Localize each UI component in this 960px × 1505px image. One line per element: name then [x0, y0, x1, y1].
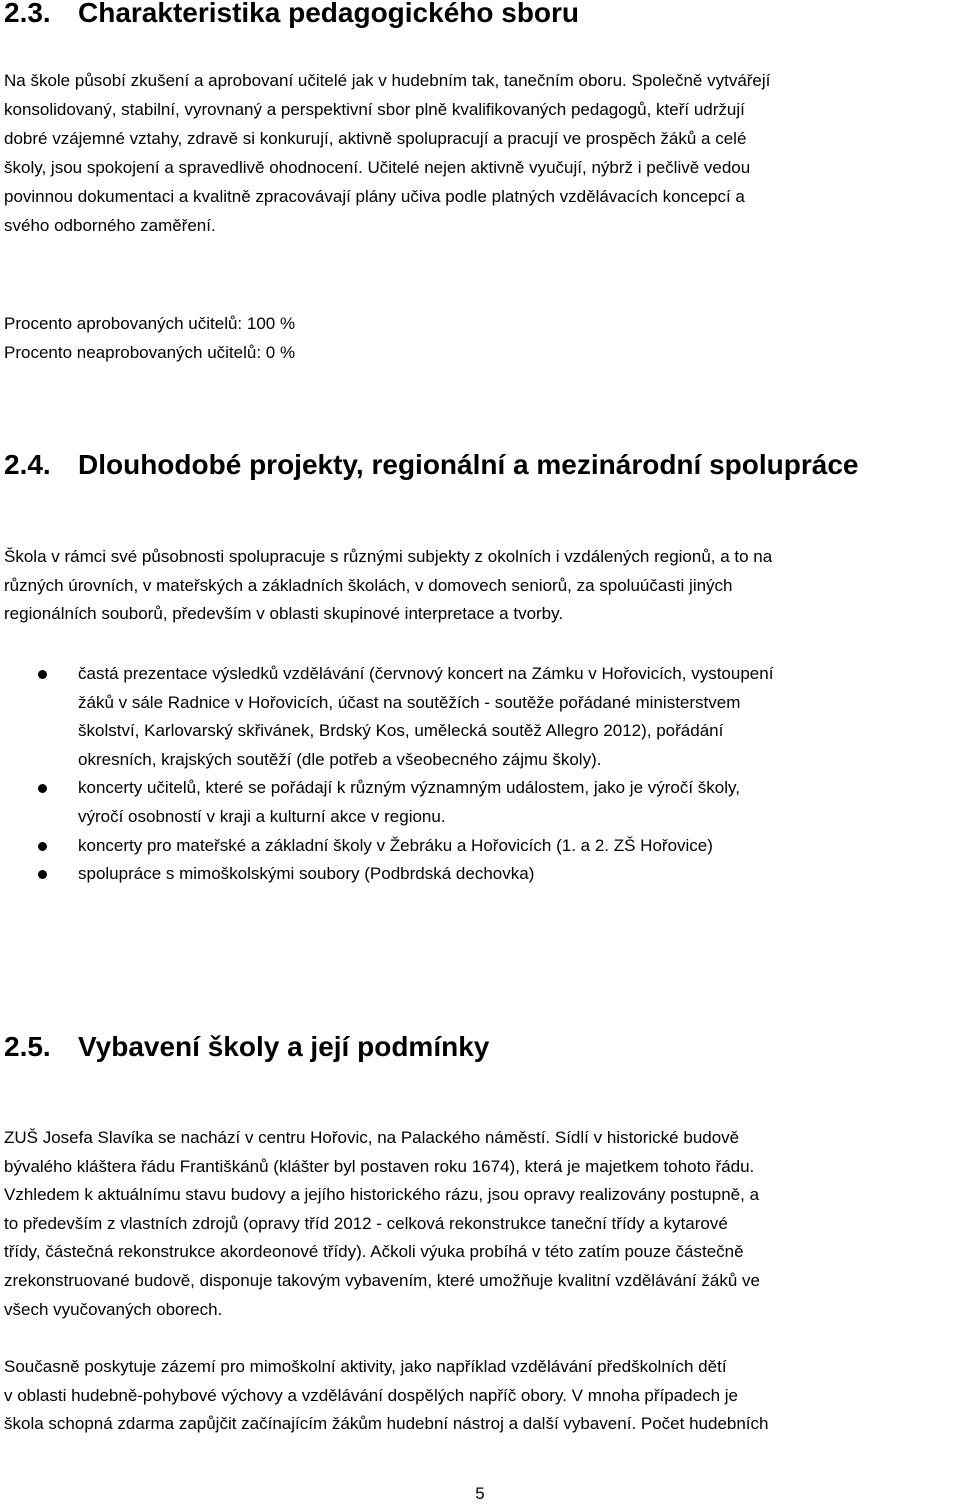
paragraph-line: povinnou dokumentaci a kvalitně zpracovávají plány učiva podle platných vzdělávacích koncepcí a	[4, 187, 745, 206]
unapproved-teachers-stat: Procento neaprobovaných učitelů: 0 %	[4, 343, 296, 362]
list-item	[0, 860, 955, 889]
paragraph-line: dobré vzájemné vztahy, zdravě si konkurují, aktivně spolupracují a pracují ve prospěch žáků a celé	[4, 129, 747, 148]
list-item-line: žáků v sále Radnice v Hořovicích, účast na soutěžích - soutěže pořádané ministerstvem	[78, 692, 741, 712]
section-2-5-paragraph-2	[4, 1353, 955, 1439]
bullet-icon	[38, 784, 47, 793]
section-heading-2-3	[4, 0, 579, 30]
paragraph-line: konsolidovaný, stabilní, vyrovnaný a perspektivní sbor plně kvalifikovaných pedagogů, kteří udržují	[4, 100, 745, 119]
cooperation-bullet-list	[0, 660, 955, 889]
section-number: 2.3.	[4, 0, 51, 28]
list-item-line: výročí osobností v kraji a kulturní akce v regionu.	[78, 806, 446, 826]
paragraph-line: škola schopná zdarma zapůjčit začínajícím žákům hudební nástroj a další vybavení. Počet hudebních	[4, 1414, 769, 1434]
paragraph-line: to především z vlastních zdrojů (opravy tříd 2012 - celková rekonstrukce taneční třídy a kytarové	[4, 1213, 728, 1233]
bullet-icon	[38, 842, 47, 851]
list-item	[0, 774, 955, 831]
section-2-4-paragraph	[4, 543, 955, 629]
bullet-icon	[38, 670, 47, 679]
paragraph-line: Na škole působí zkušení a aprobovaní učitelé jak v hudebním tak, tanečním oboru. Společně vytvářejí	[4, 71, 771, 90]
list-item-line: školství, Karlovarský skřivánek, Brdský Kos, umělecká soutěž Allegro 2012), pořádání	[78, 721, 724, 741]
paragraph-line: svého odborného zaměření.	[4, 216, 216, 235]
teacher-stats	[4, 309, 955, 367]
paragraph-line: v oblasti hudebně-pohybové výchovy a vzdělávání dospělých napříč obory. V mnoha případech je	[4, 1385, 738, 1405]
list-item-line: koncerty pro mateřské a základní školy v Žebráku a Hořovicích (1. a 2. ZŠ Hořovice)	[78, 835, 713, 855]
section-heading-2-4	[4, 448, 858, 482]
approved-teachers-stat: Procento aprobovaných učitelů: 100 %	[4, 314, 296, 333]
paragraph-line: ZUŠ Josefa Slavíka se nachází v centru Hořovic, na Palackého náměstí. Sídlí v historické budově	[4, 1128, 740, 1147]
section-2-3-paragraph	[4, 66, 955, 240]
paragraph-line: Škola v rámci své působnosti spolupracuje s různými subjekty z okolních i vzdálených regionů, a to na	[4, 547, 773, 566]
paragraph-line: bývalého kláštera řádu Františkánů (klášter byl postaven roku 1674), která je majetkem tohoto řádu.	[4, 1156, 755, 1176]
section-title: Vybavení školy a její podmínky	[78, 1031, 490, 1062]
paragraph-line: zrekonstruované budově, disponuje takovým vybavením, které umožňuje kvalitní vzdělávání žáků ve	[4, 1270, 760, 1290]
list-item	[0, 832, 955, 861]
paragraph-line: Vzhledem k aktuálnímu stavu budovy a jejího historického rázu, jsou opravy realizovány postupně, a	[4, 1185, 760, 1205]
section-2-5-paragraph-1	[4, 1124, 955, 1324]
page-number: 5	[475, 1484, 485, 1503]
section-number: 2.4.	[4, 449, 51, 480]
paragraph-line: všech vyučovaných oborech.	[4, 1299, 223, 1319]
section-title: Charakteristika pedagogického sboru	[78, 0, 580, 28]
paragraph-line: různých úrovních, v mateřských a základních školách, v domovech seniorů, za spoluúčasti jiných	[4, 575, 733, 595]
section-number: 2.5.	[4, 1031, 51, 1062]
section-heading-2-5	[4, 1030, 489, 1064]
list-item-line: okresních, krajských soutěží (dle potřeb a všeobecného zájmu školy).	[78, 749, 602, 769]
paragraph-line: školy, jsou spokojení a spravedlivě ohodnocení. Učitelé nejen aktivně vyučují, nýbrž i pečlivě vedou	[4, 158, 751, 177]
paragraph-line: třídy, částečná rekonstrukce akordeonové třídy). Ačkoli výuka probíhá v této zatím pouze částečně	[4, 1242, 744, 1262]
list-item-line: spolupráce s mimoškolskými soubory (Podbrdská dechovka)	[78, 864, 535, 884]
list-item-line: častá prezentace výsledků vzdělávání (červnový koncert na Zámku v Hořovicích, vystoupení	[78, 664, 774, 683]
paragraph-line: regionálních souborů, především v oblasti skupinové interpretace a tvorby.	[4, 604, 564, 624]
list-item	[0, 660, 955, 774]
bullet-icon	[38, 870, 47, 879]
paragraph-line: Současně poskytuje zázemí pro mimoškolní aktivity, jako například vzdělávání předškolních dětí	[4, 1357, 727, 1376]
section-title: Dlouhodobé projekty, regionální a mezinárodní spolupráce	[78, 449, 859, 480]
list-item-line: koncerty učitelů, které se pořádají k různým významným událostem, jako je výročí školy,	[78, 778, 740, 798]
